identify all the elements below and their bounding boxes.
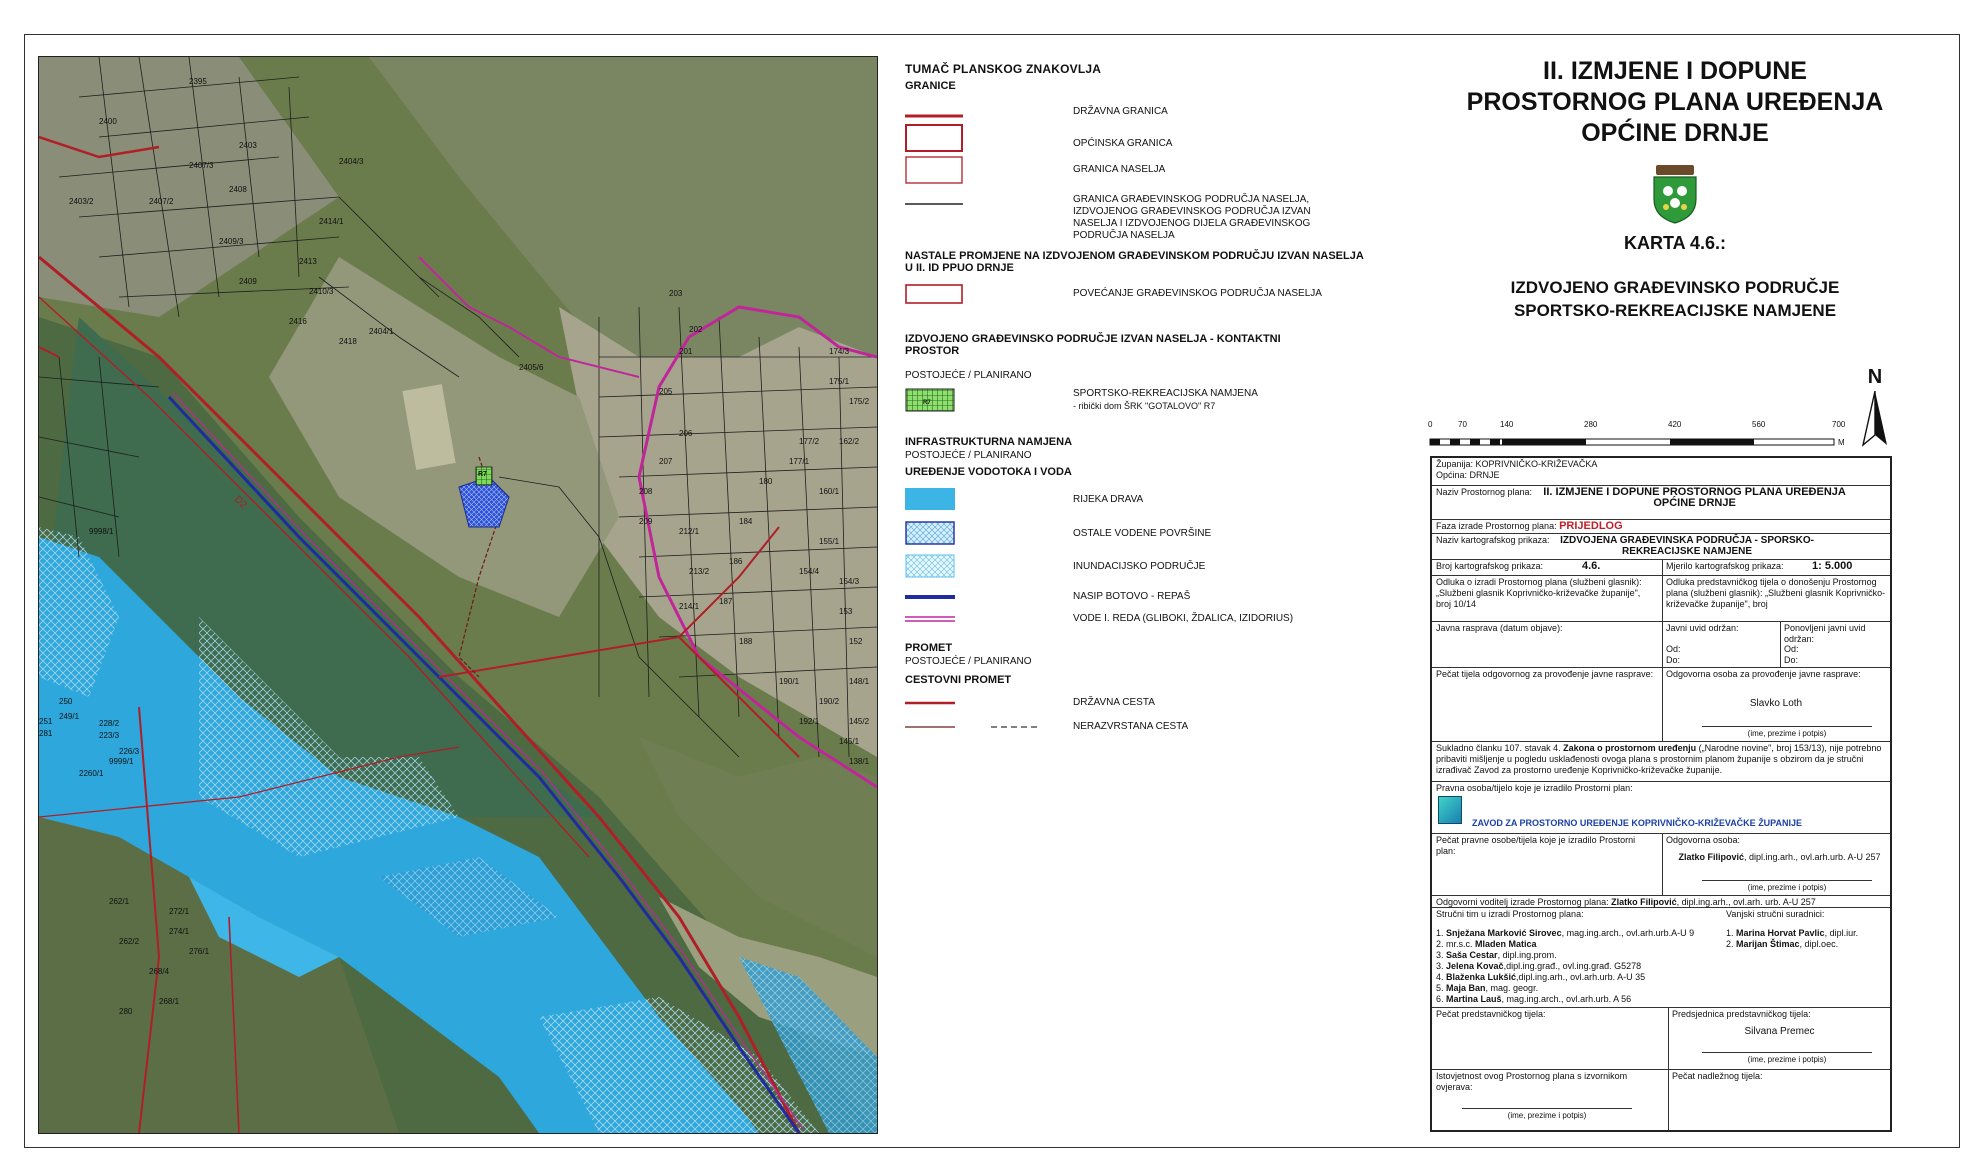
parcel-label: 281: [39, 729, 53, 738]
divider: [1662, 576, 1663, 742]
parcel-label: 206: [679, 429, 693, 438]
faza-value: PRIJEDLOG: [1559, 520, 1623, 532]
parcel-label: 213/2: [689, 567, 710, 576]
odluka-donosenje: Odluka predstavničkog tijela o donošenju Prostornog plana (službeni glasnik): „Službeni glasnik Koprivničko-križevačke županije", broj: [1666, 577, 1886, 609]
parcel-label: 155/1: [819, 537, 840, 546]
legend-label: VODE I. REDA (GLIBOKI, ŽDALICA, IZIDORIUS): [1073, 613, 1294, 624]
team-member: 3. Jelena Kovač,dipl.ing.građ., ovl.ing.građ. G5278: [1436, 961, 1642, 971]
title-line-3: OPĆINE DRNJE: [1581, 119, 1769, 147]
parcel-label: 9999/1: [109, 757, 134, 766]
faza-label: Faza izrade Prostornog plana:: [1436, 521, 1557, 531]
row-kartografski: [1432, 534, 1890, 560]
parcel-label: 208: [639, 487, 653, 496]
legend-section-vodotok: UREĐENJE VODOTOKA I VODA: [905, 466, 1072, 478]
parcel-label: 262/2: [119, 937, 140, 946]
parcel-label: 2410/3: [309, 287, 334, 296]
row-javna-rasprava: [1432, 622, 1890, 668]
row-suglasnost: [1432, 742, 1890, 782]
row-voditelj: [1432, 896, 1890, 908]
legend-label: DRŽAVNA GRANICA: [1073, 106, 1168, 117]
signature-line: (ime, prezime i potpis): [1702, 1052, 1872, 1065]
parcel-label: 262/1: [109, 897, 130, 906]
parcel-label: 177/2: [799, 437, 820, 446]
divider: [1662, 834, 1663, 896]
row-predstavnicko: [1432, 1008, 1890, 1070]
parcel-label: 175/2: [849, 397, 870, 406]
parcel-label: 2414/1: [319, 217, 344, 226]
parcel-label: 174/3: [829, 347, 850, 356]
ponovljeni-do: Do:: [1784, 655, 1799, 665]
parcel-label: 250: [59, 697, 73, 706]
row-pecat-pravna: [1432, 834, 1890, 896]
parcel-label: 2418: [339, 337, 357, 346]
scale-tick: 700: [1832, 420, 1846, 429]
parcel-label: 2413: [299, 257, 317, 266]
team-member: 1. Snježana Marković Sirovec, mag.ing.arch., ovl.arh.urb.A-U 9: [1436, 928, 1695, 938]
scale-tick: 70: [1458, 420, 1467, 429]
legend-label: NASIP BOTOVO - REPAŠ: [1073, 591, 1191, 602]
suglasnost-text: Sukladno članku 107. stavak 4.: [1436, 743, 1564, 753]
pecat-pravna-label: Pečat pravne osobe/tijela koje je izradilo Prostorni plan:: [1436, 835, 1636, 856]
odgovorna-javna-label: Odgovorna osoba za provođenje javne rasprave:: [1666, 669, 1861, 679]
row-odluke: [1432, 576, 1890, 622]
team-member: 3. Saša Cestar, dipl.ing.prom.: [1436, 950, 1557, 960]
parcel-label: 187: [719, 597, 733, 606]
parcel-label: 223/3: [99, 731, 120, 740]
parcel-label: 180: [759, 477, 773, 486]
mjerilo-label: Mjerilo kartografskog prikaza:: [1666, 561, 1784, 571]
signature-line: (ime, prezime i potpis): [1462, 1108, 1632, 1121]
parcel-label: 188: [739, 637, 753, 646]
parcel-label: 226/3: [119, 747, 140, 756]
pecat-nadlezno-label: Pečat nadležnog tijela:: [1672, 1071, 1763, 1081]
row-zupanija-opcina: [1432, 458, 1890, 486]
parcel-label: 202: [689, 325, 703, 334]
legend-postojece-planirano: POSTOJEĆE / PLANIRANO: [905, 450, 1032, 461]
parcel-label: 272/1: [169, 907, 190, 916]
parcel-label: 268/4: [149, 967, 170, 976]
external-member: 2. Marijan Štimac, dipl.oec.: [1726, 939, 1839, 949]
legend-section-promet: PROMET: [905, 642, 953, 654]
vanjski-label: Vanjski stručni suradnici:: [1726, 909, 1825, 919]
parcel-label: 276/1: [189, 947, 210, 956]
odgovorna-label: Odgovorna osoba:: [1666, 835, 1741, 845]
row-naziv-plana: [1432, 486, 1890, 520]
external-list: [1726, 928, 1858, 950]
odgovorna-title: , dipl.ing.arh., ovl.arh.urb. A-U 257: [1743, 852, 1881, 862]
parcel-label: 184: [739, 517, 753, 526]
odgovorna-javna-name: Slavko Loth: [1749, 698, 1803, 709]
signature-line: (ime, prezime i potpis): [1702, 726, 1872, 739]
mjerilo-value: 1: 5.000: [1812, 560, 1853, 572]
parcel-label: 2404/3: [339, 157, 364, 166]
ponovljeni-label: Ponovljeni javni uvid održan:: [1784, 623, 1866, 644]
kart-label: Naziv kartografskog prikaza:: [1436, 535, 1550, 545]
divider: [1780, 622, 1781, 668]
row-pecat-javna: [1432, 668, 1890, 742]
legend-section-granice: GRANICE: [905, 80, 956, 92]
title-block: [1410, 56, 1940, 322]
zupanija-value: KOPRIVNIČKO-KRIŽEVAČKA: [1475, 459, 1598, 469]
parcel-label: 2405/6: [519, 363, 544, 372]
team-member: 2. mr.s.c. Mladen Matica: [1436, 939, 1537, 949]
odluka-izrada: Odluka o izradi Prostornog plana (službeni glasnik): „Službeni glasnik Koprivničko-križevačke županije", broj 10/14: [1436, 577, 1642, 609]
scale-tick: 280: [1584, 420, 1598, 429]
parcel-label: 214/1: [679, 602, 700, 611]
parcel-label: 203: [669, 289, 683, 298]
road-label: D2: [231, 494, 249, 511]
legend-label: GRANICA GRAĐEVINSKOG PODRUČJA NASELJA, IZDVOJENOG GRAĐEVINSKOG PODRUČJA IZVAN NASELJA I IZDVOJENOG DIJELA GRAĐEVINSKOG PODRUČJA NASELJA: [1073, 194, 1311, 241]
parcel-label: 2395: [189, 77, 207, 86]
row-pravna-osoba: [1432, 782, 1890, 834]
voditelj-title: , dipl.ing.arh., ovl.arh. urb. A-U 257: [1676, 897, 1816, 907]
parcel-label: 205: [659, 387, 673, 396]
row-istovjetnost: [1432, 1070, 1890, 1130]
parcel-label: 2400: [99, 117, 117, 126]
legend-label: SPORTSKO-REKREACIJSKA NAMJENA: [1073, 388, 1258, 399]
row-broj-mjerilo: [1432, 560, 1890, 576]
opcina-label: Općina:: [1436, 470, 1468, 480]
suglasnost-zakon: Zakona o prostornom uređenju: [1563, 743, 1697, 753]
zupanija-label: Županija:: [1436, 459, 1474, 469]
legend-label: INUNDACIJSKO PODRUČJE: [1073, 561, 1206, 572]
parcel-label: 228/2: [99, 719, 120, 728]
title-info-table: [1430, 456, 1892, 1132]
parcel-label: 145/1: [839, 737, 860, 746]
parcel-label: 207: [659, 457, 673, 466]
map-name-line-1: IZDVOJENO GRAĐEVINSKO PODRUČJE: [1510, 278, 1840, 297]
broj-value: 4.6.: [1582, 560, 1601, 572]
scale-unit: M: [1838, 438, 1845, 447]
team-list: [1436, 928, 1694, 1005]
broj-label: Broj kartografskog prikaza:: [1436, 561, 1544, 571]
pecat-javna-label: Pečat tijela odgovornog za provođenje javne rasprave:: [1436, 669, 1654, 679]
signature-line: (ime, prezime i potpis): [1702, 880, 1872, 893]
kart-value: IZDVOJENA GRAĐEVINSKA PODRUČJA - SPORSKO-REKREACIJSKE NAMJENE: [1560, 535, 1815, 557]
parcel-label: 2409/3: [219, 237, 244, 246]
parcel-label: 152: [849, 637, 863, 646]
parcel-label: 249/1: [59, 712, 80, 721]
legend-section-cestovni: CESTOVNI PROMET: [905, 674, 1012, 686]
parcel-label: 212/1: [679, 527, 700, 536]
legend-label: DRŽAVNA CESTA: [1073, 697, 1155, 708]
uvid-label: Javni uvid održan:: [1666, 623, 1739, 633]
legend-section-infra: INFRASTRUKTURNA NAMJENA: [905, 436, 1073, 448]
uvid-do: Do:: [1666, 655, 1681, 665]
parcel-label: 2409: [239, 277, 257, 286]
parcel-label: 2403/2: [69, 197, 94, 206]
legend-label: NERAZVRSTANA CESTA: [1073, 721, 1189, 732]
parcel-label: 162/2: [839, 437, 860, 446]
legend-section-izdvojeno: IZDVOJENO GRAĐEVINSKO PODRUČJE IZVAN NASELJA - KONTAKTNI PROSTOR: [905, 333, 1281, 357]
row-faza: [1432, 520, 1890, 534]
parcel-label: 280: [119, 1007, 133, 1016]
parcel-label: 153: [839, 607, 853, 616]
istovjetnost-label: Istovjetnost ovog Prostornog plana s izvornikom ovjerava:: [1436, 1071, 1628, 1092]
parcel-label: 201: [679, 347, 693, 356]
parcel-label: 2416: [289, 317, 307, 326]
parcel-label: 177/1: [789, 457, 810, 466]
parcel-label: 186: [729, 557, 743, 566]
naziv-label: Naziv Prostornog plana:: [1436, 487, 1533, 497]
strucni-label: Stručni tim u izradi Prostornog plana:: [1436, 909, 1584, 919]
team-member: 6. Martina Lauš, mag.ing.arch., ovl.arh.urb. A 56: [1436, 994, 1632, 1004]
opcina-value: DRNJE: [1469, 470, 1500, 480]
predsjednica-name: Silvana Premec: [1744, 1026, 1815, 1037]
north-arrow-icon: [1855, 366, 1895, 454]
legend-label: POVEĆANJE GRAĐEVINSKOG PODRUČJA NASELJA: [1073, 288, 1322, 299]
parcel-label: 145/2: [849, 717, 870, 726]
parcel-label: 2407/2: [149, 197, 174, 206]
voditelj-label: Odgovorni voditelj izrade Prostornog plana:: [1436, 897, 1609, 907]
parcel-label: 274/1: [169, 927, 190, 936]
parcel-label: 154/3: [839, 577, 860, 586]
voditelj-name: Zlatko Filipović: [1611, 897, 1677, 907]
map-panel[interactable]: [38, 56, 878, 1134]
parcel-label: 148/1: [849, 677, 870, 686]
naziv-value: II. IZMJENE I DOPUNE PROSTORNOG PLANA UREĐENJA OPĆINE DRNJE: [1543, 486, 1846, 509]
legend-label: GRANICA NASELJA: [1073, 164, 1166, 175]
team-member: 5. Maja Ban, mag. geogr.: [1436, 983, 1539, 993]
legend-postojece-planirano: POSTOJEĆE / PLANIRANO: [905, 656, 1032, 667]
uvid-od: Od:: [1666, 644, 1681, 654]
scale-tick: 140: [1500, 420, 1514, 429]
parcel-label: 2408: [229, 185, 247, 194]
title-line-1: II. IZMJENE I DOPUNE: [1543, 57, 1807, 85]
legend-postojece-planirano: POSTOJEĆE / PLANIRANO: [905, 370, 1032, 381]
predsjednica-label: Predsjednica predstavničkog tijela:: [1672, 1009, 1811, 1019]
parcel-label: 138/1: [849, 757, 870, 766]
legend-label: OPĆINSKA GRANICA: [1073, 138, 1173, 149]
parcel-label: 2403: [239, 141, 257, 150]
r7-label[interactable]: R7: [478, 471, 487, 478]
parcel-label: 190/2: [819, 697, 840, 706]
scale-tick: 420: [1668, 420, 1682, 429]
legend-sublabel: - ribički dom ŠRK "GOTALOVO" R7: [1073, 401, 1216, 411]
pravna-label: Pravna osoba/tijelo koje je izradilo Prostorni plan:: [1436, 783, 1633, 793]
javna-label: Javna rasprava (datum objave):: [1436, 623, 1563, 633]
parcel-label: 154/4: [799, 567, 820, 576]
parcel-label: 209: [639, 517, 653, 526]
north-label: N: [1867, 366, 1883, 388]
map-number-title: KARTA 4.6.:: [1623, 233, 1726, 253]
pecat-predstavnicko-label: Pečat predstavničkog tijela:: [1436, 1009, 1546, 1019]
map-name-line-2: SPORTSKO-REKREACIJSKE NAMJENE: [1513, 301, 1837, 320]
odgovorna-name: [1672, 852, 1887, 863]
external-member: 1. Marina Horvat Pavlic, dipl.iur.: [1726, 928, 1859, 938]
legend-title: TUMAČ PLANSKOG ZNAKOVLJA: [905, 62, 1102, 76]
ponovljeni-od: Od:: [1784, 644, 1799, 654]
parcel-label: 190/1: [779, 677, 800, 686]
legend-r7-label: R7: [923, 400, 931, 406]
legend-label: OSTALE VODENE POVRŠINE: [1073, 528, 1212, 539]
zavod-logo-icon: [1438, 796, 1462, 824]
parcel-label: 251: [39, 717, 53, 726]
legend-section-promjene: NASTALE PROMJENE NA IZDVOJENOM GRAĐEVINSKOM PODRUČJU IZVAN NASELJA U II. ID PPUO DRNJE: [905, 250, 1364, 274]
parcel-label: 192/1: [799, 717, 820, 726]
suglasnost-text-end: („Narodne novine", broj 153/13), nije potrebno pribaviti mišljenje u pogledu usklađenosti ovoga plana s prostornim planom županije s obzirom da je stručni izrađivač Zavod za prostorno uređenje Koprivničko-križevačke županije.: [1436, 743, 1882, 775]
parcel-label: 175/1: [829, 377, 850, 386]
scale-tick: 560: [1752, 420, 1766, 429]
team-member: 4. Blaženka Lukšić,dipl.ing.arh., ovl.arh.urb. A-U 35: [1436, 972, 1646, 982]
zavod-name: ZAVOD ZA PROSTORNO UREĐENJE KOPRIVNIČKO-KRIŽEVAČKE ŽUPANIJE: [1472, 818, 1803, 828]
parcel-label: 160/1: [819, 487, 840, 496]
divider: [1668, 1008, 1669, 1130]
parcel-label: 2260/1: [79, 769, 104, 778]
parcel-label: 268/1: [159, 997, 180, 1006]
parcel-label: 9998/1: [89, 527, 114, 536]
scale-tick: 0: [1428, 420, 1433, 429]
divider: [1662, 560, 1663, 576]
parcel-label: 2407/3: [189, 161, 214, 170]
legend-label: RIJEKA DRAVA: [1073, 494, 1144, 505]
row-strucni-tim: [1432, 908, 1890, 1008]
odgovorna-name-bold: Zlatko Filipović: [1678, 852, 1744, 862]
title-line-2: PROSTORNOG PLANA UREĐENJA: [1466, 88, 1884, 116]
parcel-label: 2404/1: [369, 327, 394, 336]
coat-of-arms-icon: [1650, 163, 1700, 225]
